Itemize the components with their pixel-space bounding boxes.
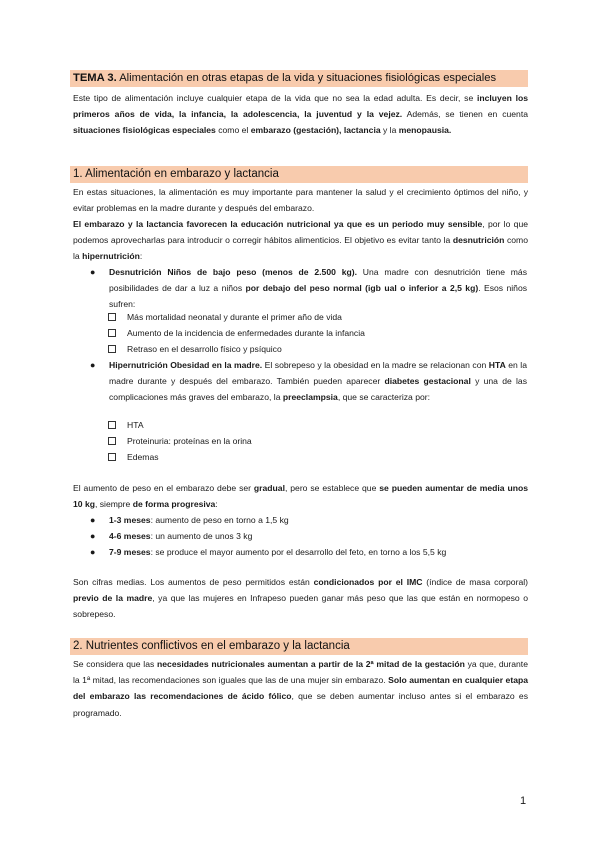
checkbox-square-icon <box>108 453 116 461</box>
bullet-dot-icon: ● <box>90 515 96 525</box>
bullet-dot-icon: ● <box>90 360 96 370</box>
checkbox-square-icon <box>108 421 116 429</box>
section-1-paragraph-1: En estas situaciones, la alimentación es muy importante para mantener la salud y el crecimiento óptimos del niño, y evitar problemas en la madre durante y después del embarazo. <box>73 187 528 214</box>
bullet-dot-icon: ● <box>90 531 96 541</box>
intro-paragraph: Este tipo de alimentación incluye cualquier etapa de la vida que no sea la edad adulta. Es decir, se incluyen los primeros años de vida, la infancia, la adolescencia, la juventud y la vejez. Además, se tienen en cuenta situaciones fisiológicas especiales como el embarazo (gestación), lactancia y la menopausia. <box>73 93 528 136</box>
bullet-dot-icon: ● <box>90 547 96 557</box>
page-title: TEMA 3. Alimentación en otras etapas de la vida y situaciones fisiológicas especiales <box>70 70 528 87</box>
section-2-paragraph: Se considera que las necesidades nutricionales aumentan a partir de la 2ª mitad de la gestación ya que, durante la 1ª mitad, las recomendaciones son iguales que las de una mujer sin embarazo. Solo aumentan en cualquier etapa del embarazo las recomendaciones de ácido fólico, que se deben aumentar incluso antes si el embarazo es programado. <box>73 659 528 718</box>
section-1-heading: 1. Alimentación en embarazo y lactancia <box>70 166 528 183</box>
page-number: 1 <box>520 795 527 807</box>
section-1-paragraph-2: El embarazo y la lactancia favorecen la educación nutricional ya que es un periodo muy sensible, por lo que podemos aprovecharlas para introducir o corregir hábitos alimenticios. El objetivo es evitar tanto la desnutrición como la hipernutrición: <box>73 219 529 262</box>
section-2-heading: 2. Nutrientes conflictivos en el embarazo y la lactancia <box>70 638 528 655</box>
imc-paragraph: Son cifras medias. Los aumentos de peso permitidos están condicionados por el IMC (índice de masa corporal) previo de la madre, ya que las mujeres en Infrapeso pueden ganar más peso que las que están en normopeso o sobrepeso. <box>73 577 528 620</box>
checkbox-square-icon <box>108 437 116 445</box>
bullet-dot-icon: ● <box>90 267 96 277</box>
weight-gain-paragraph: El aumento de peso en el embarazo debe ser gradual, pero se establece que se pueden aumentar de media unos 10 kg, siempre de forma progresiva: <box>73 483 528 510</box>
checkbox-square-icon <box>108 329 116 337</box>
checkbox-square-icon <box>108 313 116 321</box>
document-page: TEMA 3. Alimentación en otras etapas de la vida y situaciones fisiológicas especiales Este tipo de alimentación incluye cualquier etapa de la vida que no sea la edad adulta. Es decir, se incluyen los primeros años de vida, la infancia, la adolescencia, la juventud y la vejez. Además, se tienen en cuenta situaciones fisiológicas especiales como el embarazo (gestación), lactancia y la menopausia. 1. Alimentación en embarazo y lactancia En estas situaciones, la alimentación es muy importante para mantener la salud y el crecimiento óptimos del niño, y evitar problemas en la madre durante y después del embarazo. El embarazo y la lactancia favorecen la educación nutricional ya que es un periodo muy sensible, por lo que podemos aprovecharlas para introducir o corregir hábitos alimenticios. El objetivo es evitar tanto la desnutrición como la hipernutrición: ● Desnutrición Niños de bajo peso (menos de 2.500 kg). Una madre con desnutrición tiene más posibilidades de dar a luz a niños por debajo del peso normal (igb ual o inferior a 2,5 kg). Esos niños sufren: Más mortalidad neonatal y durante el primer año de vida Aumento de la incidencia de enfermedades durante la infancia Retraso en el desarrollo físico y psíquico ● Hipernutrición Obesidad en la madre. El sobrepeso y la obesidad en la madre se relacionan con HTA en la madre durante y después del embarazo. También pueden aparecer diabetes gestacional y una de las complicaciones más graves del embarazo, la preeclampsia, que se caracteriza por: HTA Proteinuria: proteínas en la orina Edemas El aumento de peso en el embarazo debe ser gradual, pero se establece que se pueden aumentar de media unos 10 kg, siempre de forma progresiva: ● 1-3 meses: aumento de peso en torno a 1,5 kg ● 4-6 meses: un aumento de unos 3 kg ● 7-9 meses: se produce el mayor aumento por el desarrollo del feto, en torno a los 5,5 kg Son cifras medias. Los aumentos de peso permitidos están condicionados por el IMC (índice de masa corporal) previo de la madre, ya que las mujeres en Infrapeso pueden ganar más peso que las que están en normopeso o sobrepeso. 2. Nutrientes conflictivos en el embarazo y la lactancia Se considera que las necesidades nutricionales aumentan a partir de la 2ª mitad de la gestación ya que, durante la 1ª mitad, las recomendaciones son iguales que las de una mujer sin embarazo. Solo aumentan en cualquier etapa del embarazo las recomendaciones de ácido fólico, que se deben aumentar incluso antes si el embarazo es programado. 1 <box>0 0 600 848</box>
checkbox-square-icon <box>108 345 116 353</box>
